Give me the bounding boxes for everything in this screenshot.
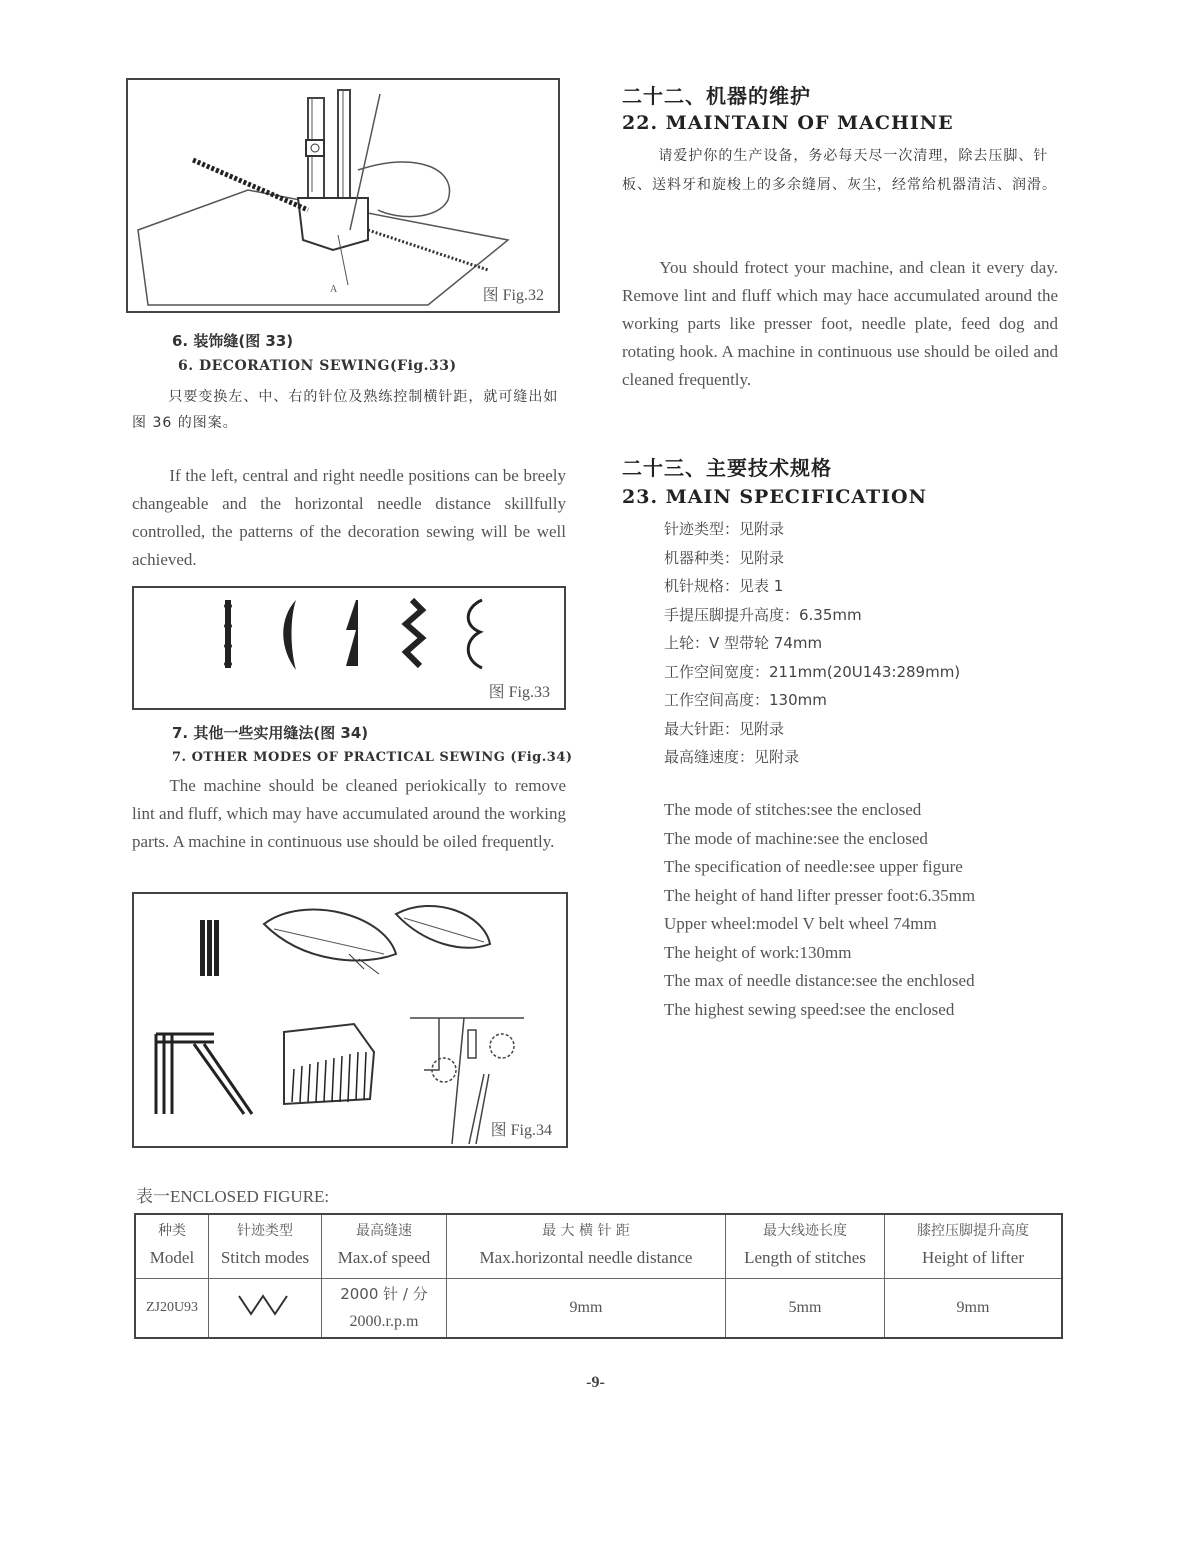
table-row (135, 1278, 1062, 1338)
speed-cn: 2000 针 / 分 (340, 1284, 428, 1303)
figure-34 (132, 892, 568, 1148)
spec-list-cn (664, 515, 1084, 772)
spec-cn-item: 针迹类型：见附录 (664, 520, 785, 538)
section-23-title-cn: 二十三、主要技术规格 (622, 456, 832, 480)
stitch-pattern-3 (346, 600, 358, 666)
section-7-body-en: The machine should be cleaned periokically to remove lint and fluff, which may have accumulated around the working parts. A machine in continuous use should be oiled frequently. (132, 776, 566, 851)
page-number: -9- (586, 1374, 605, 1391)
section-22-title-cn: 二十二、机器的维护 (622, 84, 811, 108)
spec-list-en (664, 796, 1084, 1024)
header-lifter-height: 膝控压脚提升高度 Height of lifter (885, 1214, 1063, 1278)
stitch-pattern-1 (224, 600, 232, 668)
section-6-title-en: 6. DECORATION SEWING(Fig.33) (178, 358, 457, 374)
cell-stitch-length: 5mm (726, 1278, 885, 1338)
header-stitch-modes: 针迹类型 Stitch modes (209, 1214, 322, 1278)
section-6-title-cn: 6. 装饰缝(图 33) (172, 332, 294, 350)
stitch-pattern-4 (406, 600, 422, 666)
stitch-pattern-2 (283, 600, 296, 670)
spec-cn-item: 最大针距：见附录 (664, 719, 785, 738)
section-6-body-en: If the left, central and right needle positions can be breely changeable and the horizontal needle distance skillfully controlled, the patterns of the decoration sewing will be well achieved. (132, 466, 566, 569)
cell-lifter-height: 9mm (885, 1278, 1063, 1338)
spec-cn-item: 手提压脚提升高度：6.35mm (664, 605, 862, 624)
spec-en-item: The height of work:130mm (664, 942, 852, 962)
spec-en-item: The height of hand lifter presser foot:6.35mm (664, 885, 976, 905)
leaf-applique-2 (396, 906, 490, 948)
spec-en-item: The mode of stitches:see the enclosed (664, 800, 922, 819)
bar-tack-pattern (200, 920, 219, 976)
label-a: A (330, 284, 338, 295)
section-22-body-cn: 请爱护你的生产设备，务必每天尽一次清理，除去压脚、针板、送料牙和旋梭上的多余缝屑、灰尘，经常给机器清洁、润滑。 (622, 148, 1057, 193)
enclosed-spec-table (134, 1213, 1063, 1339)
cell-needle-distance: 9mm (447, 1278, 726, 1338)
figure-34-caption: 图 Fig.34 (490, 1122, 552, 1139)
header-stitch-length: 最大线迹长度 Length of stitches (726, 1214, 885, 1278)
spec-cn-item: 上轮：V 型带轮 74mm (664, 634, 823, 652)
leaf-applique-1 (264, 910, 396, 961)
header-max-needle-distance: 最 大 横 针 距 Max.horizontal needle distance (447, 1214, 726, 1278)
spec-cn-item: 机针规格：见表 1 (664, 577, 784, 595)
section-22-title-en: 22. MAINTAIN OF MACHINE (622, 112, 954, 134)
hem-fabric (284, 1024, 374, 1104)
spec-en-item: The highest sewing speed:see the enclosed (664, 999, 955, 1019)
spec-cn-item: 机器种类：见附录 (664, 548, 785, 567)
spec-en-item: The max of needle distance:see the enchlosed (664, 971, 975, 990)
section-22-body-en: You should frotect your machine, and clean it every day. Remove lint and fluff which may hace accumulated around the working parts like presser foot, needle plate, feed dog and rotating hook. A machine in continuous use should be oiled and cleaned frequently. (622, 258, 1058, 389)
section-23-title-en: 23. MAIN SPECIFICATION (622, 486, 927, 508)
figure-32-caption: 图 Fig.32 (482, 287, 544, 304)
zigzag-stitch-icon (235, 1292, 295, 1318)
table-header-row (135, 1214, 1062, 1278)
enclosed-figure-label: 表一ENCLOSED FIGURE: (136, 1187, 330, 1206)
corner-zigzag-pattern (156, 1034, 252, 1114)
spec-en-item: The specification of needle:see upper figure (664, 857, 963, 876)
figure-32 (126, 78, 560, 313)
cell-max-speed (322, 1278, 447, 1338)
cell-stitch-mode (209, 1278, 322, 1338)
spec-cn-item: 最高缝速度：见附录 (664, 748, 800, 766)
sewing-machine-foot-illustration (128, 80, 558, 311)
figure-33 (132, 586, 566, 710)
header-model: 种类 Model (135, 1214, 209, 1278)
stitch-pattern-5 (468, 600, 482, 668)
section-7-title-en: 7. OTHER MODES OF PRACTICAL SEWING (Fig.34) (172, 750, 573, 765)
figure-33-caption: 图 Fig.33 (488, 684, 550, 701)
spec-cn-item: 工作空间宽度：211mm(20U143:289mm) (664, 662, 961, 681)
spec-en-item: The mode of machine:see the enclosed (664, 828, 928, 848)
section-7-title-cn: 7. 其他一些实用缝法(图 34) (172, 724, 369, 742)
section-6-body-cn: 只要变换左、中、右的针位及熟练控制横针距，就可缝出如图 36 的图案。 (132, 389, 559, 431)
spec-cn-item: 工作空间高度：130mm (664, 691, 827, 709)
header-max-speed: 最高缝速 Max.of speed (322, 1214, 447, 1278)
practical-sewing-illustrations (134, 894, 566, 1146)
speed-en: 2000.r.p.m (349, 1312, 419, 1330)
cell-model: ZJ20U93 (135, 1278, 209, 1338)
spec-en-item: Upper wheel:model V belt wheel 74mm (664, 914, 937, 933)
